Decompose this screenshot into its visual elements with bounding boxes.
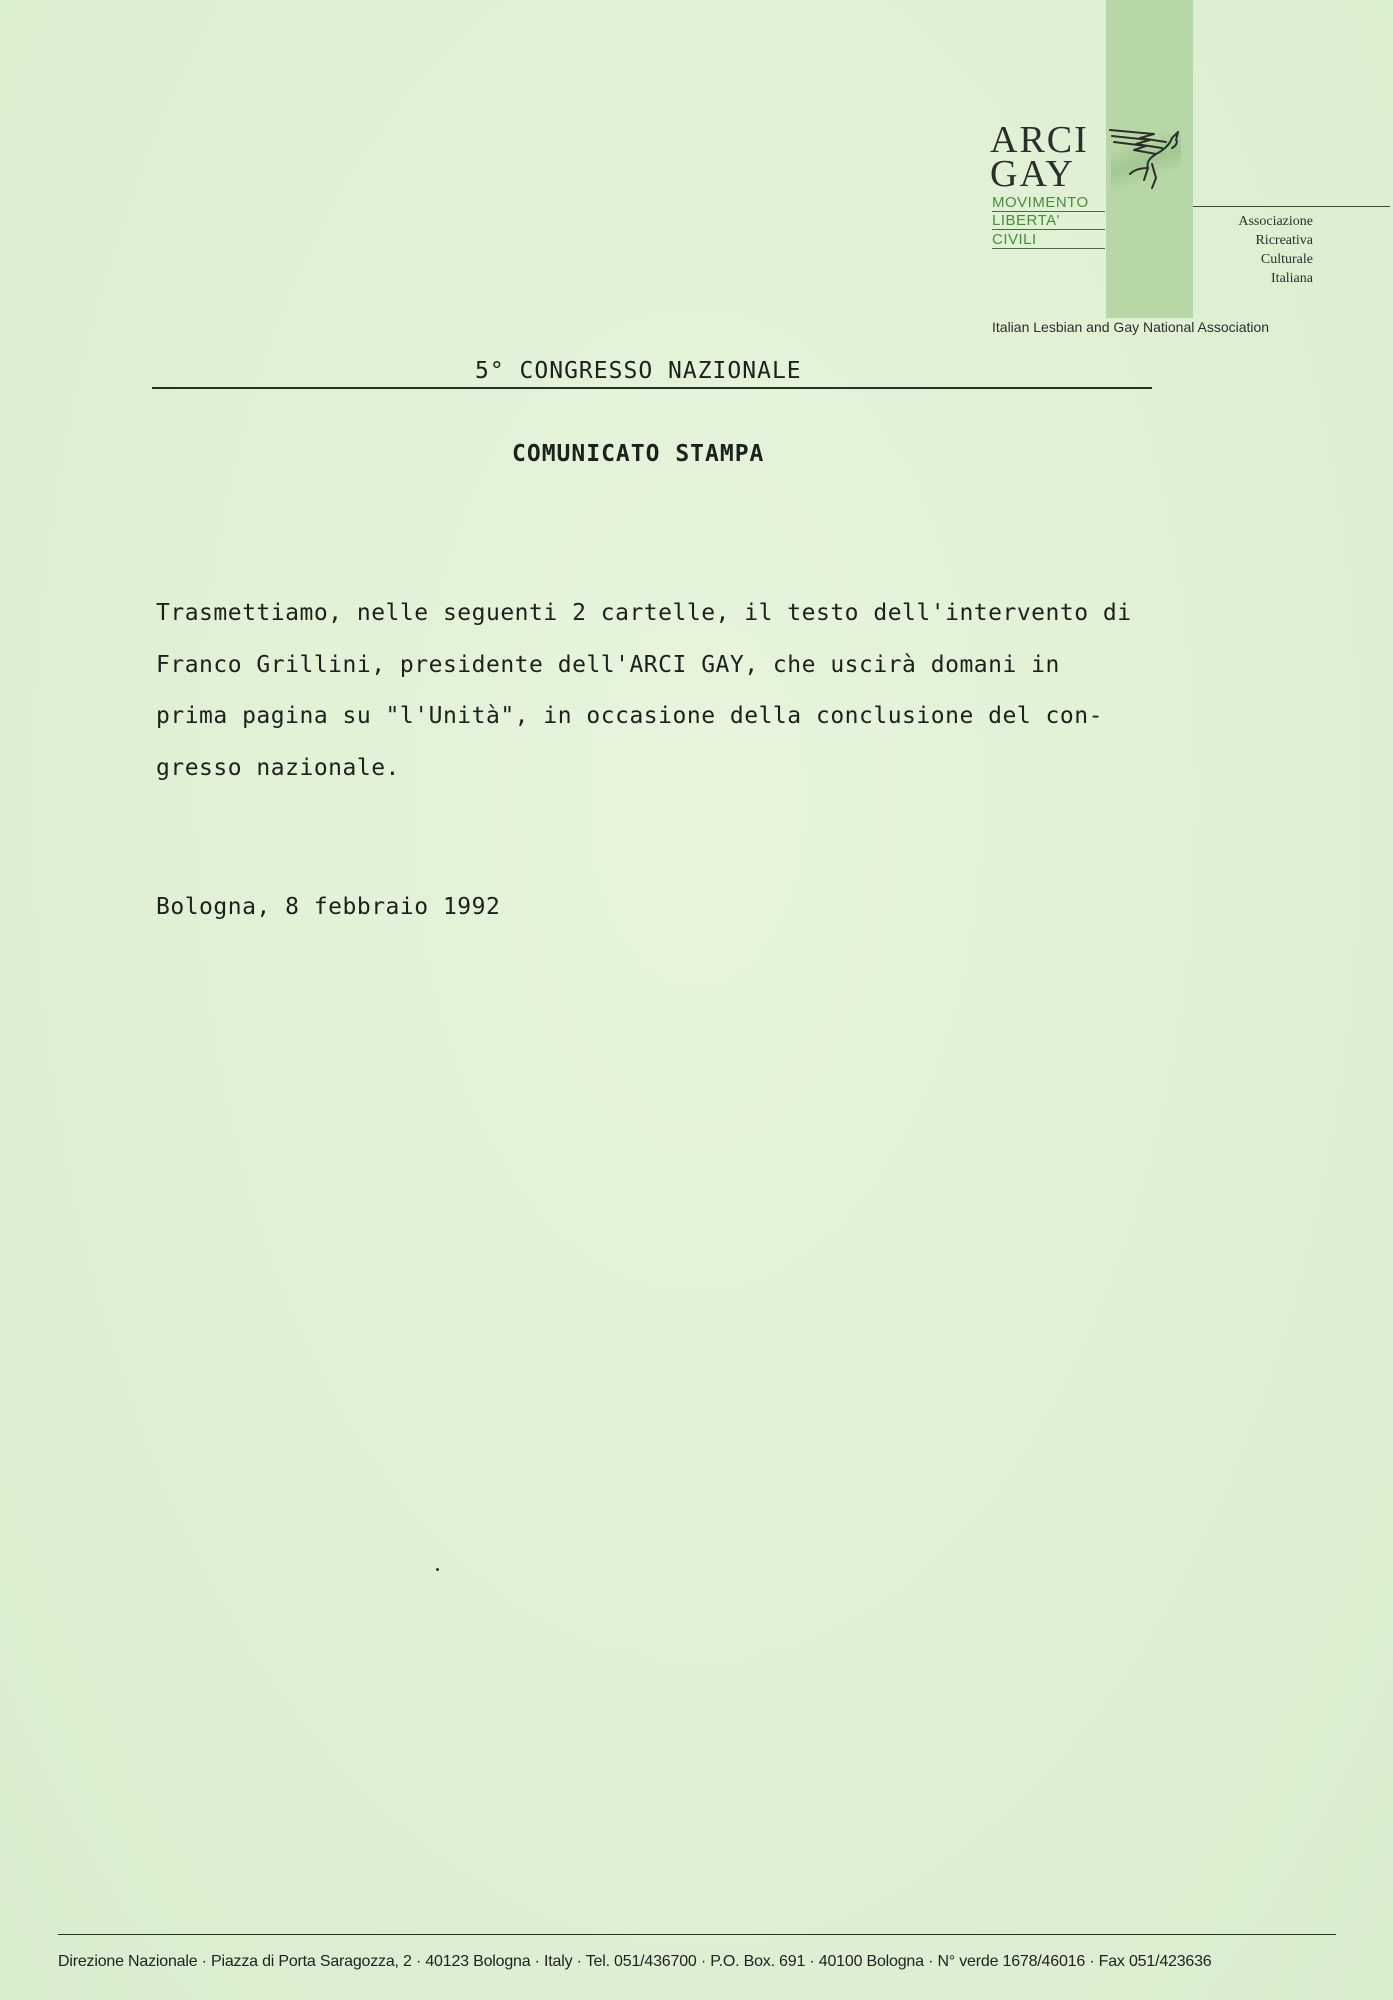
congress-title: 5° CONGRESSO NAZIONALE: [475, 358, 802, 384]
pegasus-icon: [1106, 124, 1186, 194]
body-line: Franco Grillini, presidente dell'ARCI GAY, che uscirà domani in: [156, 651, 1060, 678]
logo-subtitle-liberta: LIBERTA': [992, 212, 1060, 229]
logo-text-arci: ARCI: [990, 119, 1089, 161]
header-rule: [152, 387, 1152, 389]
body-line: prima pagina su "l'Unità", in occasione della conclusione del con-: [156, 703, 1103, 729]
document-heading: COMUNICATO STAMPA: [512, 441, 765, 467]
logo-text-gay: GAY: [990, 153, 1075, 195]
body-line: gresso nazionale.: [156, 754, 400, 781]
logo-subtitle-civili: CIVILI: [992, 231, 1037, 248]
association-line: Culturale: [1260, 252, 1313, 267]
association-name: [1193, 212, 1313, 288]
logo-divider: [992, 248, 1105, 249]
footer-rule: [58, 1934, 1336, 1935]
association-line: Italiana: [1271, 271, 1313, 286]
place-and-date: Bologna, 8 febbraio 1992: [156, 894, 501, 920]
press-release-body: [156, 588, 1166, 794]
footer-address: Direzione Nazionale · Piazza di Porta Saragozza, 2 · 40123 Bologna · Italy · Tel. 051/436700 · P.O. Box. 691 · 40100 Bologna · N° verde 1678/46016 · Fax 051/423636: [58, 1953, 1212, 1970]
letterhead-rule: [1193, 206, 1390, 207]
association-line: Ricreativa: [1255, 233, 1313, 248]
logo-divider: [992, 229, 1105, 230]
body-line: Trasmettiamo, nelle seguenti 2 cartelle, il testo dell'intervento di: [156, 600, 1132, 626]
paper-speck: [436, 1568, 439, 1571]
association-line: Associazione: [1238, 214, 1313, 229]
logo-subtitle-movimento: MOVIMENTO: [992, 194, 1089, 211]
letterhead-tagline: Italian Lesbian and Gay National Association: [992, 319, 1270, 335]
